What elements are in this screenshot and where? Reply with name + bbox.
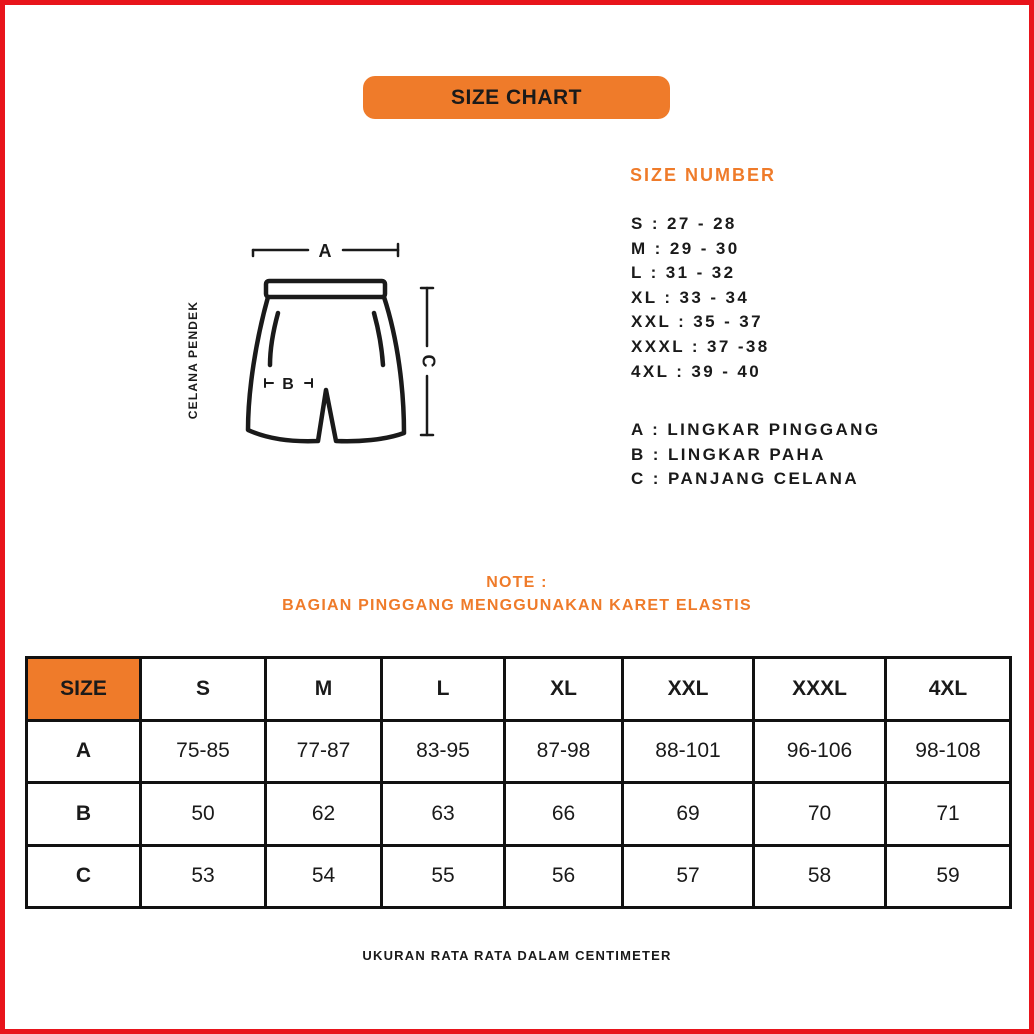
table-row-header: B <box>27 783 141 846</box>
table-column-header: XXXL <box>754 658 886 721</box>
table-cell: 71 <box>886 783 1011 846</box>
footer-note: UKURAN RATA RATA DALAM CENTIMETER <box>362 948 672 963</box>
size-number-item: XXXL : 37 -38 <box>631 336 770 356</box>
table-column-header: S <box>141 658 266 721</box>
table-column-header: XL <box>505 658 623 721</box>
table-cell: 50 <box>141 783 266 846</box>
table-cell: 54 <box>266 845 382 908</box>
label-c: C <box>418 354 439 368</box>
note-heading: NOTE : <box>486 574 548 591</box>
size-number-item: S : 27 - 28 <box>631 214 737 233</box>
measurement-legend <box>631 418 880 492</box>
size-table <box>25 656 1012 909</box>
table-cell: 69 <box>623 783 754 846</box>
table-corner-cell: SIZE <box>27 658 141 721</box>
table-row <box>27 720 1011 783</box>
table-cell: 88-101 <box>623 720 754 783</box>
table-row-header: C <box>27 845 141 908</box>
label-b: B <box>282 376 294 393</box>
size-number-item: 4XL : 39 - 40 <box>631 361 762 381</box>
legend-item: C : PANJANG CELANA <box>631 469 860 489</box>
table-column-header: XXL <box>623 658 754 721</box>
table-cell: 53 <box>141 845 266 908</box>
table-cell: 66 <box>505 783 623 846</box>
size-number-item: L : 31 - 32 <box>631 263 736 283</box>
table-cell: 55 <box>382 845 505 908</box>
table-cell: 70 <box>754 783 886 846</box>
table-column-header: L <box>382 658 505 721</box>
table-cell: 57 <box>623 845 754 908</box>
note-text: BAGIAN PINGGANG MENGGUNAKAN KARET ELASTIS <box>282 597 752 614</box>
table-cell: 58 <box>754 845 886 908</box>
table-cell: 83-95 <box>382 720 505 783</box>
table-column-header: M <box>266 658 382 721</box>
legend-item: B : LINGKAR PAHA <box>631 444 826 464</box>
legend-item: A : LINGKAR PINGGANG <box>631 420 881 439</box>
size-number-item: XL : 33 - 34 <box>631 287 750 307</box>
page-title: SIZE CHART <box>363 76 670 119</box>
table-header-row <box>27 658 1011 721</box>
size-number-title: SIZE NUMBER <box>630 165 777 185</box>
table-cell: 75-85 <box>141 720 266 783</box>
shorts-icon <box>240 230 450 460</box>
table-cell: 56 <box>505 845 623 908</box>
garment-type-label: CELANA PENDEK <box>186 300 200 420</box>
table-column-header: 4XL <box>886 658 1011 721</box>
table-cell: 63 <box>382 783 505 846</box>
table-row <box>27 845 1011 908</box>
table-cell: 59 <box>886 845 1011 908</box>
table-row-header: A <box>27 720 141 783</box>
size-number-item: M : 29 - 30 <box>631 238 740 258</box>
table-row <box>27 783 1011 846</box>
table-cell: 96-106 <box>754 720 886 783</box>
label-a: A <box>318 241 332 261</box>
size-number-item: XXL : 35 - 37 <box>631 312 763 332</box>
table-cell: 62 <box>266 783 382 846</box>
table-cell: 77-87 <box>266 720 382 783</box>
table-cell: 98-108 <box>886 720 1011 783</box>
table-cell: 87-98 <box>505 720 623 783</box>
size-number-list <box>631 212 770 384</box>
